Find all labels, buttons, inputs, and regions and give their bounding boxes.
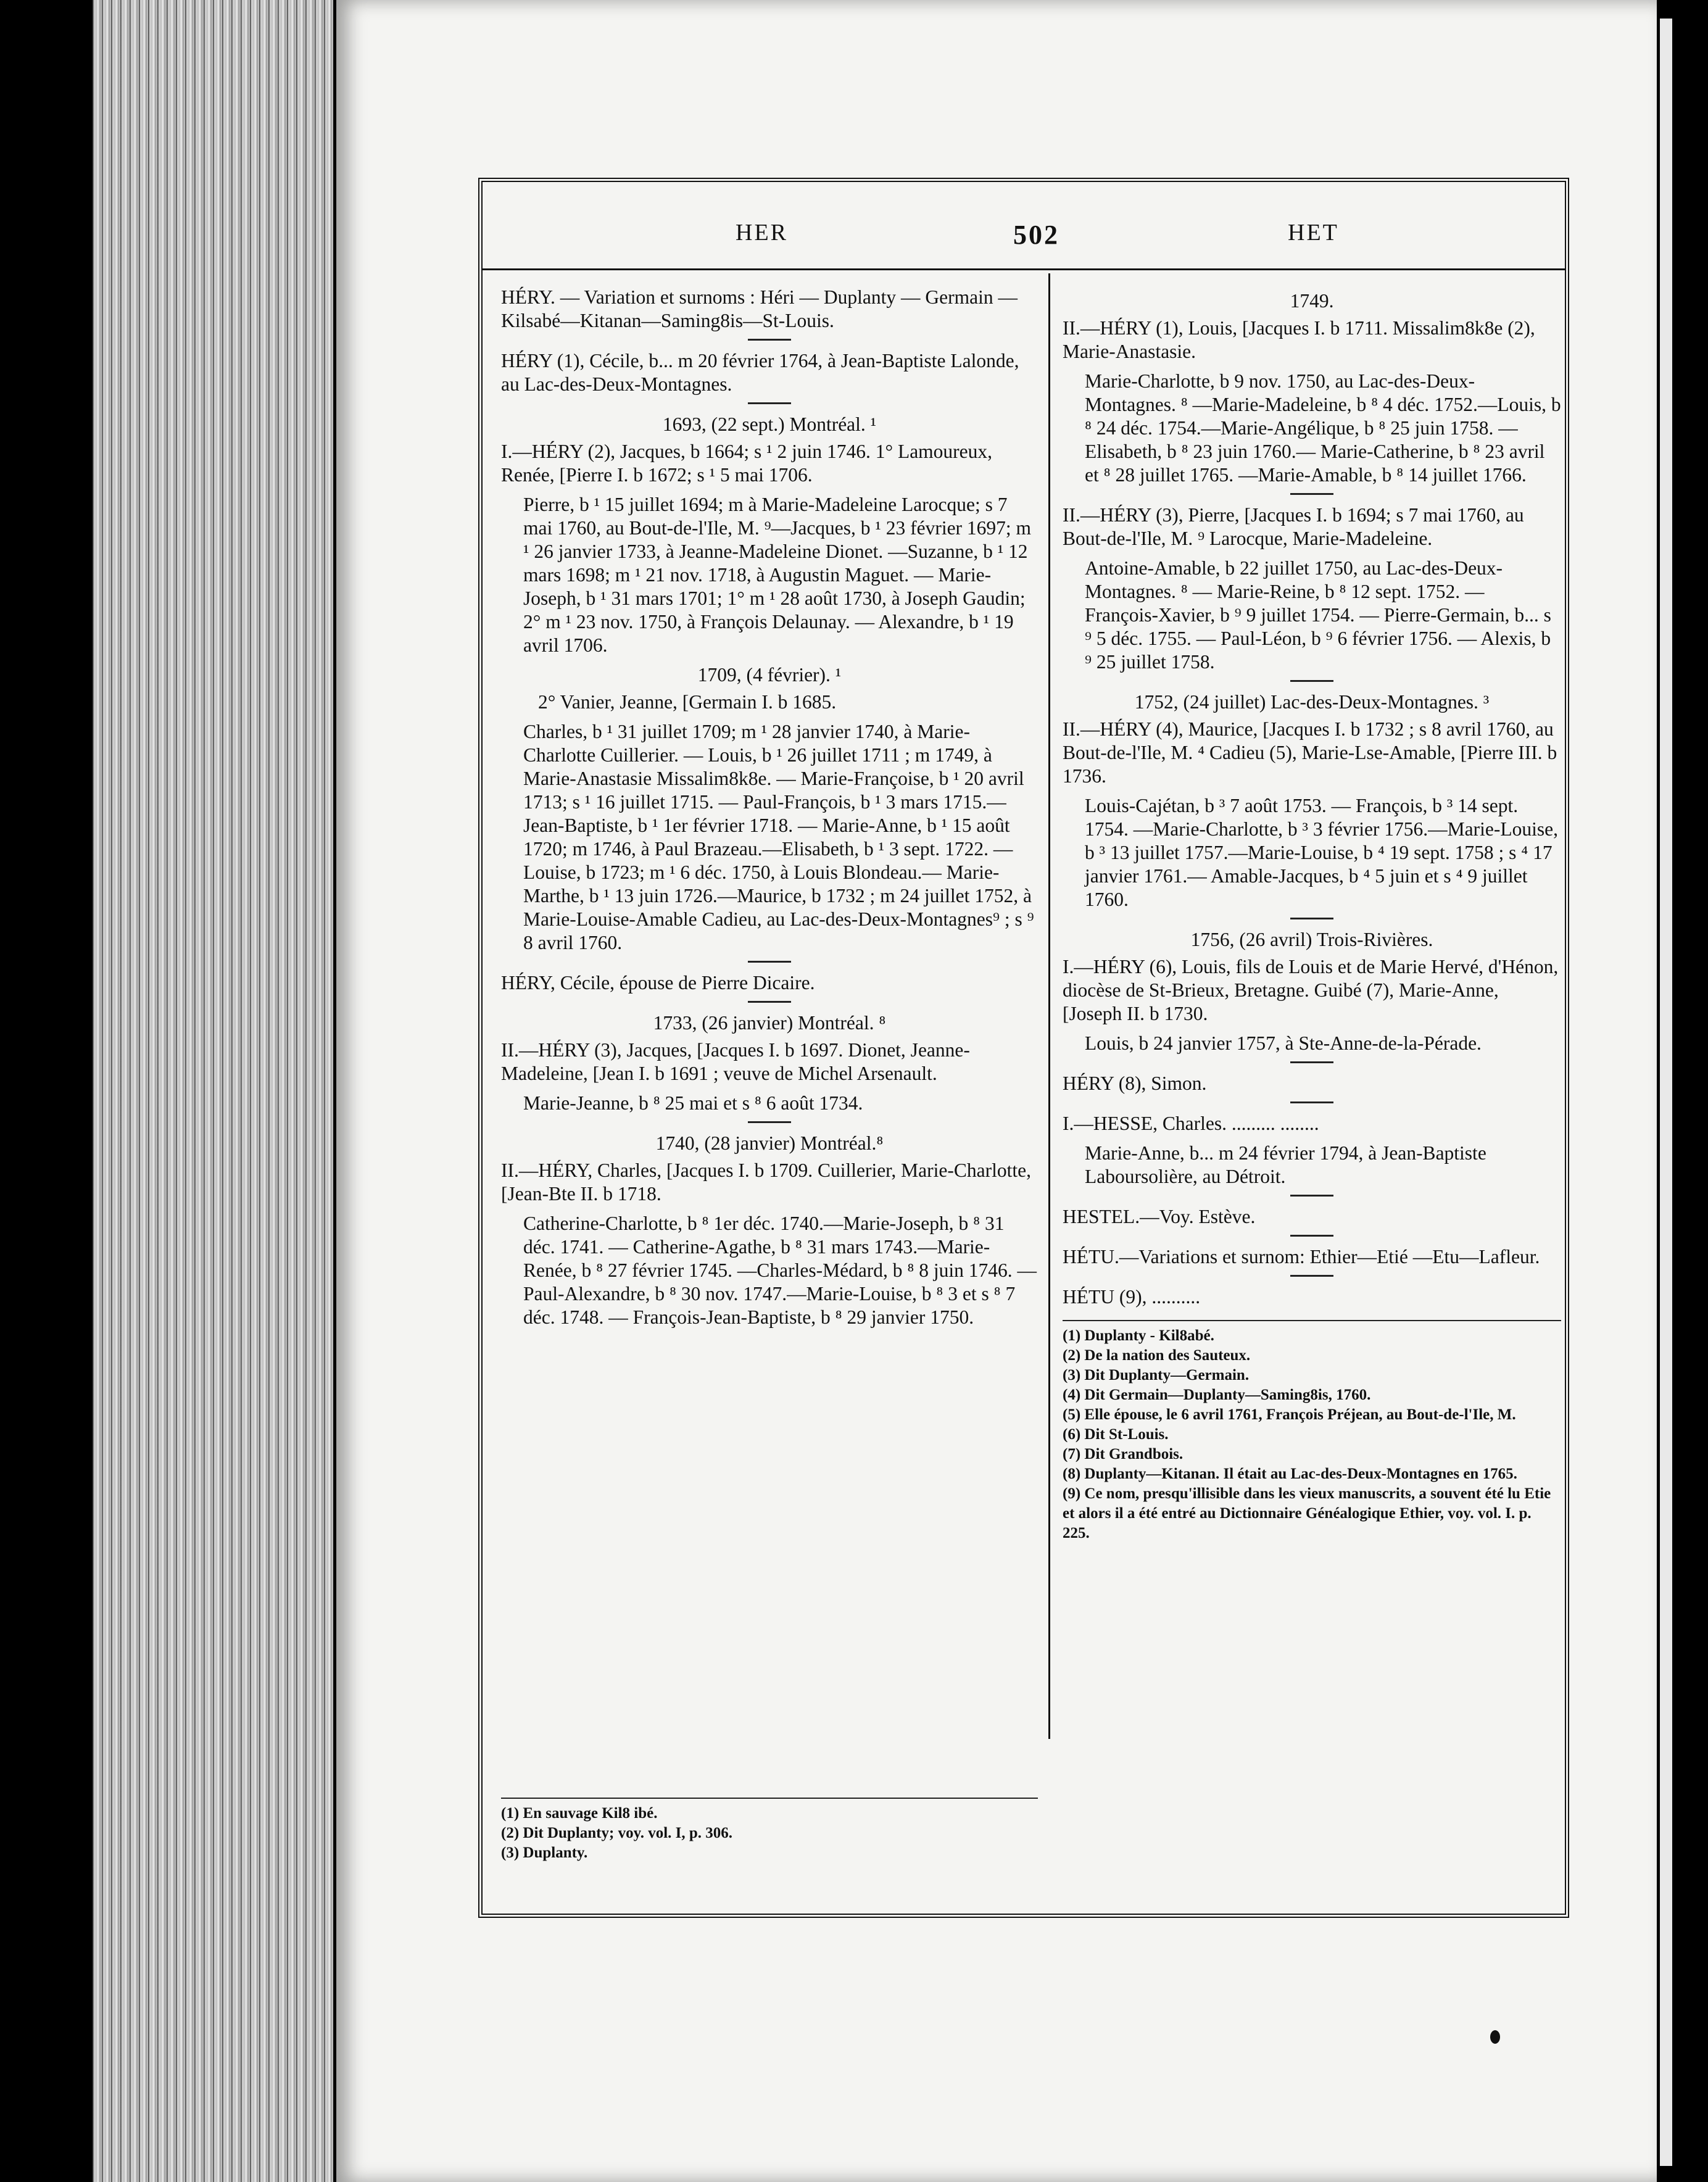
left-footnotes — [501, 1786, 1038, 1863]
marriage-year-heading: 1749. — [1290, 290, 1334, 312]
footnote: (3) Dit Duplanty—Germain. — [1063, 1367, 1250, 1383]
entry-separator — [1290, 1195, 1333, 1197]
entry-paragraph: II.—HÉRY (3), Jacques, [Jacques I. b 1697. Dionet, Jeanne-Madeleine, [Jean I. b 1691 ; veuve de Michel Arsenault. — [501, 1039, 970, 1084]
entry-separator — [1290, 1061, 1333, 1063]
marriage-year-heading: 1693, (22 sept.) Montréal. ¹ — [662, 413, 877, 435]
right-column — [1063, 286, 1561, 1543]
header-left: HER — [736, 220, 788, 246]
children-list: Charles, b ¹ 31 juillet 1709; m ¹ 28 janvier 1740, à Marie-Charlotte Cuillerier. — Louis, b ¹ 26 juillet 1711 ; m 1749, à Marie-Anastasie Missalim8k8e. — Marie-Françoise, b ¹ 20 avril 1713; s ¹ 16 juillet 1715. — Paul-François, b ¹ 3 mars 1715.— Jean-Baptiste, b ¹ 1er février 1718. — Marie-Anne, b ¹ 15 août 1720; m 1746, à Paul Brazeau.—Elisabeth, b ¹ 3 sept. 1722. —Louise, b 1723; m ¹ 6 déc. 1750, à Louis Blondeau.— Marie-Marthe, b ¹ 13 juin 1726.—Maurice, b 1732 ; m 24 juillet 1752, à Marie-Louise-Amable Cadieu, au Lac-des-Deux-Montagnes⁹ ; s ⁹ 8 avril 1760. — [523, 721, 1034, 953]
column-divider — [1048, 273, 1050, 1739]
entry-paragraph: HÉRY, Cécile, épouse de Pierre Dicaire. — [501, 972, 815, 994]
children-list: Marie-Charlotte, b 9 nov. 1750, au Lac-des-Deux-Montagnes. ⁸ —Marie-Madeleine, b ⁸ 4 déc. 1752.—Louis, b ⁸ 24 déc. 1754.—Marie-Angélique, b ⁸ 25 juin 1758. — Elisabeth, b ⁸ 23 juin 1760.— Marie-Catherine, b ⁸ 23 avril et ⁸ 28 juillet 1765. —Marie-Amable, b ⁸ 14 juillet 1766. — [1085, 370, 1561, 486]
entry-paragraph: HÉRY. — Variation et surnoms : Héri — Duplanty — Germain — Kilsabé—Kitanan—Saming8is—St-Louis. — [501, 286, 1018, 331]
running-header — [483, 182, 1565, 270]
entry-separator — [1290, 918, 1333, 919]
entry-separator — [1290, 1275, 1333, 1277]
left-column — [501, 286, 1038, 1335]
entry-paragraph: II.—HÉRY (4), Maurice, [Jacques I. b 1732 ; s 8 avril 1760, au Bout-de-l'Ile, M. ⁴ Cadieu (5), Marie-Lse-Amable, [Pierre III. b 1736. — [1063, 718, 1557, 787]
children-list: Catherine-Charlotte, b ⁸ 1er déc. 1740.—Marie-Joseph, b ⁸ 31 déc. 1741. — Catherine-Agathe, b ⁸ 31 mars 1743.—Marie-Renée, b ⁸ 27 février 1745. —Charles-Médard, b ⁸ 8 juin 1746. — Paul-Alexandre, b ⁸ 30 nov. 1747.—Marie-Louise, b ⁸ 3 et s ⁸ 7 déc. 1748. — François-Jean-Baptiste, b ⁸ 29 janvier 1750. — [523, 1213, 1037, 1328]
entry-separator — [1290, 1235, 1333, 1237]
footnote: (5) Elle épouse, le 6 avril 1761, François Préjean, au Bout-de-l'Ile, M. — [1063, 1406, 1516, 1423]
marriage-year-heading: 1756, (26 avril) Trois-Rivières. — [1190, 929, 1433, 950]
entry-separator — [1290, 1101, 1333, 1103]
footnote: (2) Dit Duplanty; voy. vol. I, p. 306. — [501, 1825, 733, 1841]
entry-paragraph: I.—HÉRY (2), Jacques, b 1664; s ¹ 2 juin 1746. 1° Lamoureux, Renée, [Pierre I. b 1672; s ¹ 5 mai 1706. — [501, 441, 993, 486]
footnote: (7) Dit Grandbois. — [1063, 1446, 1184, 1462]
footnote: (8) Duplanty—Kitanan. Il était au Lac-des-Deux-Montagnes en 1765. — [1063, 1466, 1517, 1482]
marriage-year-heading: 1752, (24 juillet) Lac-des-Deux-Montagnes. ³ — [1134, 691, 1490, 713]
children-list: Marie-Anne, b... m 24 février 1794, à Jean-Baptiste Laboursolière, au Détroit. — [1085, 1142, 1486, 1187]
entry-paragraph: II.—HÉRY (1), Louis, [Jacques I. b 1711. Missalim8k8e (2), Marie-Anastasie. — [1063, 317, 1535, 362]
children-list: Pierre, b ¹ 15 juillet 1694; m à Marie-Madeleine Larocque; s 7 mai 1760, au Bout-de-l'Ile, M. ⁹—Jacques, b ¹ 23 février 1697; m ¹ 26 janvier 1733, à Jeanne-Madeleine Dionet. —Suzanne, b ¹ 12 mars 1698; m ¹ 21 nov. 1718, à Augustin Maguet. — Marie-Joseph, b ¹ 31 mars 1701; 1° m ¹ 28 août 1730, à Joseph Gaudin; 2° m ¹ 23 nov. 1750, à François Delaunay. — Alexandre, b ¹ 19 avril 1706. — [523, 494, 1032, 656]
entry-separator — [1290, 680, 1333, 682]
entry-paragraph: II.—HÉRY, Charles, [Jacques I. b 1709. Cuillerier, Marie-Charlotte, [Jean-Bte II. b 1718. — [501, 1159, 1031, 1205]
footnote: (4) Dit Germain—Duplanty—Saming8is, 1760. — [1063, 1387, 1371, 1403]
marriage-year-heading: 1733, (26 janvier) Montréal. ⁸ — [653, 1012, 886, 1034]
entry-paragraph: HÉTU.—Variations et surnom: Ethier—Etié —Etu—Lafleur. — [1063, 1246, 1540, 1267]
marriage-year-heading: 1740, (28 janvier) Montréal.⁸ — [655, 1132, 884, 1154]
spouse-line: 2° Vanier, Jeanne, [Germain I. b 1685. — [538, 691, 837, 713]
entry-paragraph: HÉRY (1), Cécile, b... m 20 février 1764, à Jean-Baptiste Lalonde, au Lac-des-Deux-Montagnes. — [501, 350, 1019, 395]
footnote: (1) Duplanty - Kil8abé. — [1063, 1327, 1214, 1344]
entry-paragraph: I.—HÉRY (6), Louis, fils de Louis et de Marie Hervé, d'Hénon, diocèse de St-Brieux, Bretagne. Guibé (7), Marie-Anne, [Joseph II. b 1730. — [1063, 956, 1559, 1024]
footnote: (9) Ce nom, presqu'illisible dans les vieux manuscrits, a souvent été lu Etie et alors il a été entré au Dictionnaire Généalogique Ethier, voy. vol. I. p. 225. — [1063, 1485, 1551, 1541]
entry-paragraph: HESTEL.—Voy. Estève. — [1063, 1206, 1256, 1227]
page-frame — [478, 178, 1569, 1918]
children-list: Louis-Cajétan, b ³ 7 août 1753. — François, b ³ 14 sept. 1754. —Marie-Charlotte, b ³ 3 février 1756.—Marie-Louise, b ³ 13 juillet 1757.—Marie-Louise, b ⁴ 19 sept. 1758 ; s ⁴ 17 janvier 1761.— Amable-Jacques, b ⁴ 5 juin et s ⁴ 9 juillet 1760. — [1085, 795, 1558, 910]
footnote-rule — [1063, 1320, 1561, 1321]
entry-paragraph: I.—HESSE, Charles. ......... ........ — [1063, 1113, 1319, 1134]
entry-separator — [748, 961, 791, 963]
page-number: 502 — [1013, 220, 1059, 250]
entry-paragraph: HÉTU (9), .......... — [1063, 1286, 1201, 1308]
facing-page-edge — [1660, 19, 1672, 2166]
header-right: HET — [1288, 220, 1339, 246]
entry-separator — [748, 339, 791, 341]
children-list: Louis, b 24 janvier 1757, à Ste-Anne-de-la-Pérade. — [1085, 1032, 1482, 1054]
entry-separator — [748, 1001, 791, 1003]
footnote-rule — [501, 1798, 1038, 1799]
ink-spot — [1490, 2030, 1500, 2044]
marriage-year-heading: 1709, (4 février). ¹ — [697, 664, 842, 686]
children-list: Antoine-Amable, b 22 juillet 1750, au Lac-des-Deux-Montagnes. ⁸ — Marie-Reine, b ⁸ 12 sept. 1752. — François-Xavier, b ⁹ 9 juillet 1754. — Pierre-Germain, b... s ⁹ 5 déc. 1755. — Paul-Léon, b ⁹ 6 février 1756. — Alexis, b ⁹ 25 juillet 1758. — [1085, 557, 1551, 673]
footnote: (6) Dit St-Louis. — [1063, 1426, 1169, 1443]
entry-separator — [748, 1121, 791, 1123]
footnote: (1) En sauvage Kil8 ibé. — [501, 1805, 658, 1822]
entry-separator — [748, 402, 791, 404]
entry-paragraph: II.—HÉRY (3), Pierre, [Jacques I. b 1694; s 7 mai 1760, au Bout-de-l'Ile, M. ⁹ Larocque, Marie-Madeleine. — [1063, 504, 1524, 549]
children-list: Marie-Jeanne, b ⁸ 25 mai et s ⁸ 6 août 1734. — [523, 1092, 863, 1114]
book-page-edges — [93, 0, 333, 2182]
footnote: (2) De la nation des Sauteux. — [1063, 1347, 1251, 1364]
footnote: (3) Duplanty. — [501, 1844, 588, 1861]
entry-separator — [1290, 493, 1333, 495]
entry-paragraph: HÉRY (8), Simon. — [1063, 1072, 1207, 1094]
